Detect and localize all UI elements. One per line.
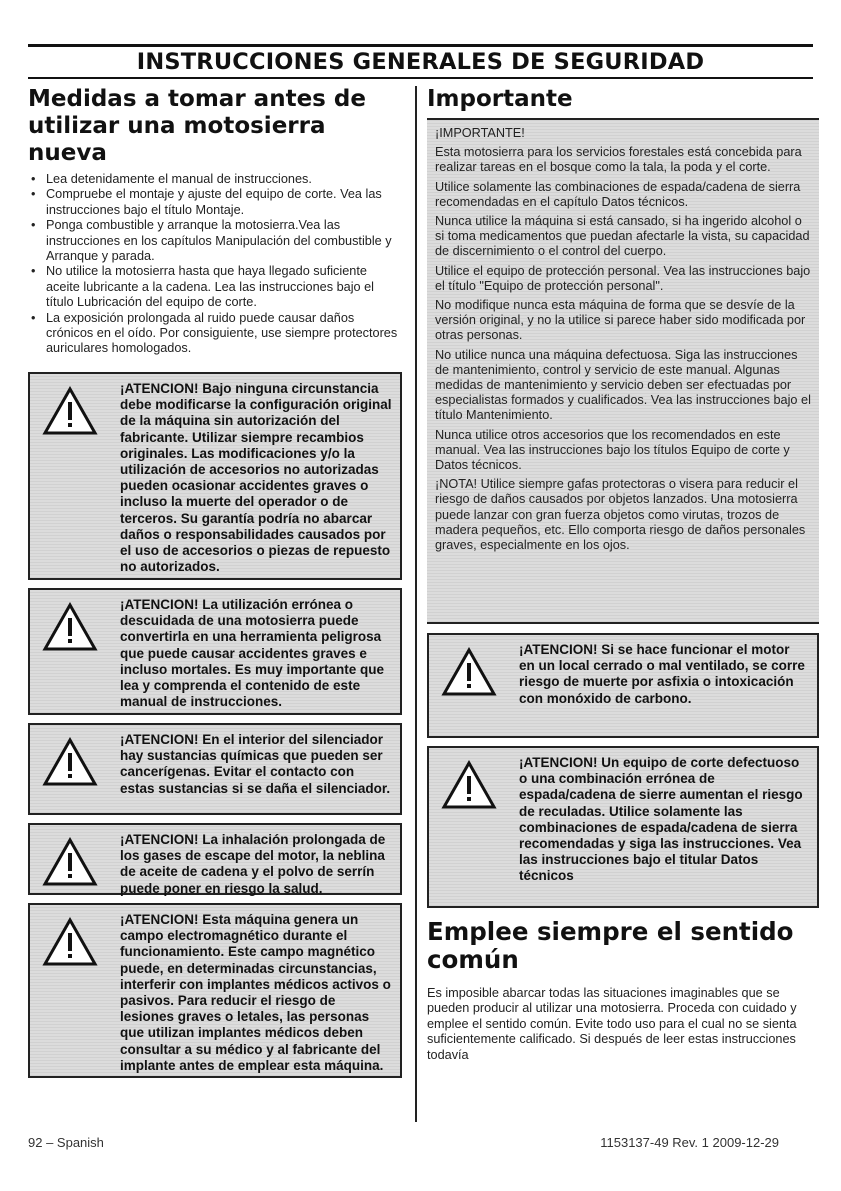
list-item: • La exposición prolongada al ruido puede causar daños crónicos en el oído. Por consiguiente, use siempre protectores auriculares homologados. (28, 311, 402, 357)
warning-text: ¡ATENCION! Si se hace funcionar el motor en un local cerrado o mal ventilado, se corre riesgo de muerte por asfixia o intoxicación con monóxido de carbono. (519, 642, 805, 706)
list-item: • Lea detenidamente el manual de instrucciones. (28, 172, 402, 187)
warning-box (28, 903, 402, 1078)
warning-text: ¡ATENCION! Esta máquina genera un campo electromagnético durante el funcionamiento. Este campo magnético puede, en determinadas circunstancias, interferir con implantes médicos activos o pasivos. Para reducir el riesgo de lesiones graves o letales, las personas que utilizan implantes médicos deben consultar a su médico y al fabricante del implante antes de emplear esta máquina. (120, 912, 391, 1073)
warning-text: ¡ATENCION! La inhalación prolongada de los gases de escape del motor, la neblina de aceite de cadena y el polvo de serrín puede poner en riesgo la salud. (120, 832, 386, 896)
list-item: • No utilice la motosierra hasta que haya llegado suficiente aceite lubricante a la cadena. Lea las instrucciones bajo el título Lubricación del equipo de corte. (28, 264, 402, 310)
preparation-list (28, 172, 402, 357)
notice-paragraph: Utilice el equipo de protección personal. Vea las instrucciones bajo el título "Equipo de protección personal". (435, 263, 811, 293)
warning-text: ¡ATENCION! En el interior del silenciador hay sustancias químicas que pueden ser cancerígenas. Evitar el contacto con estas sustancias si se daña el silenciador. (120, 732, 391, 796)
warning-triangle-icon (42, 386, 98, 436)
notice-paragraph: Esta motosierra para los servicios forestales está concebida para realizar tareas en el bosque como la tala, la poda y el corte. (435, 145, 802, 175)
warning-box (28, 723, 402, 815)
warning-box (427, 746, 819, 908)
warning-triangle-icon (42, 737, 98, 787)
warning-text: ¡ATENCION! La utilización errónea o descuidada de una motosierra puede convertirla en una herramienta peligrosa que puede causar accidentes graves e incluso mortales. Es muy importante que lea y comprenda el contenido de este manual de instrucciones. (120, 597, 385, 710)
warning-triangle-icon (42, 917, 98, 967)
warning-text: ¡ATENCION! Bajo ninguna circunstancia debe modificarse la configuración original de la máquina sin autorización del fabricante. Utilizar siempre recambios originales. Las modificaciones y/o la utilización de accesorios no autorizadas pueden ocasionar accidentes graves o incluso la muerte del operador o de terceros. Su garantía podría no abarcar daños o responsabilidades causados por el uso de accesorios o piezas de repuesto no autorizados. (120, 381, 392, 575)
common-sense-section (427, 918, 819, 1063)
header-rule-top (28, 44, 813, 47)
document-reference: 1153137-49 Rev. 1 2009-12-29 (600, 1135, 779, 1150)
notice-paragraph: No modifique nunca esta máquina de forma que se desvíe de la versión original, y no la utilice si parece haber sido modificada por otras personas. (435, 298, 806, 343)
warning-box (28, 588, 402, 715)
notice-paragraph: No utilice nunca una máquina defectuosa. Siga las instrucciones de mantenimiento, control y servicio de este manual. Algunas medidas de mantenimiento y servicio deben ser efectuadas por especialistas formados y cualificados. Vea las instrucciones bajo el título Mantenimiento. (435, 347, 811, 423)
warning-box (28, 372, 402, 580)
warning-box (28, 823, 402, 895)
section-heading-important: Importante (427, 86, 573, 112)
warning-box (427, 633, 819, 738)
notice-paragraph: ¡IMPORTANTE! (435, 126, 525, 140)
header-rule-bottom (28, 77, 813, 79)
important-notice-box (427, 118, 819, 624)
list-item: • Ponga combustible y arranque la motosierra.Vea las instrucciones en los capítulos Manipulación del combustible y Arranque y parada. (28, 218, 402, 264)
warning-triangle-icon (441, 760, 497, 810)
common-sense-text: Es imposible abarcar todas las situaciones imaginables que se pueden producir al utilizar una motosierra. Proceda con cuidado y emplee el sentido común. Evite todo uso para el cual no se sienta suficientemente calificado. Si después de leer estas instrucciones todavía (427, 986, 797, 1062)
notice-paragraph: Utilice solamente las combinaciones de espada/cadena de sierra recomendadas en el capítulo Datos técnicos. (435, 179, 801, 209)
page-title: INSTRUCCIONES GENERALES DE SEGURIDAD (136, 49, 705, 75)
notice-paragraph: Nunca utilice otros accesorios que los recomendados en este manual. Vea las instrucciones bajo los títulos Equipo de corte y Datos técnicos. (435, 427, 790, 473)
right-column (427, 86, 819, 553)
warning-text: ¡ATENCION! Un equipo de corte defectuoso o una combinación errónea de espada/cadena de sierre aumentan el riesgo de reculadas. Utilice solamente las combinaciones de espada/cadena de sierra recomendadas y siga las instrucciones. Vea las instrucciones bajo el titular Datos técnicos (519, 755, 803, 884)
left-column (28, 86, 402, 357)
warning-triangle-icon (441, 647, 497, 697)
section-heading-new-chainsaw: Medidas a tomar antes de utilizar una motosierra nueva (28, 86, 366, 166)
notice-paragraph: ¡NOTA! Utilice siempre gafas protectoras o visera para reducir el riesgo de daños causados por objetos lanzados. Una motosierra puede lanzar con gran fuerza objetos como virutas, trozos de madera pequeños, etc. Ello comporta riesgo de daños personales graves, especialmente en los ojos. (435, 477, 806, 553)
column-divider (415, 86, 417, 1122)
warning-triangle-icon (42, 837, 98, 887)
warning-triangle-icon (42, 602, 98, 652)
notice-paragraph: Nunca utilice la máquina si está cansado, si ha ingerido alcohol o si toma medicamentos que puedan afectarle la vista, su capacidad de discernimiento o el control del cuerpo. (435, 214, 810, 259)
list-item: • Compruebe el montaje y ajuste del equipo de corte. Vea las instrucciones bajo el título Montaje. (28, 187, 402, 218)
page-number: 92 – Spanish (28, 1135, 104, 1150)
section-heading-common-sense: Emplee siempre el sentido común (427, 917, 794, 974)
